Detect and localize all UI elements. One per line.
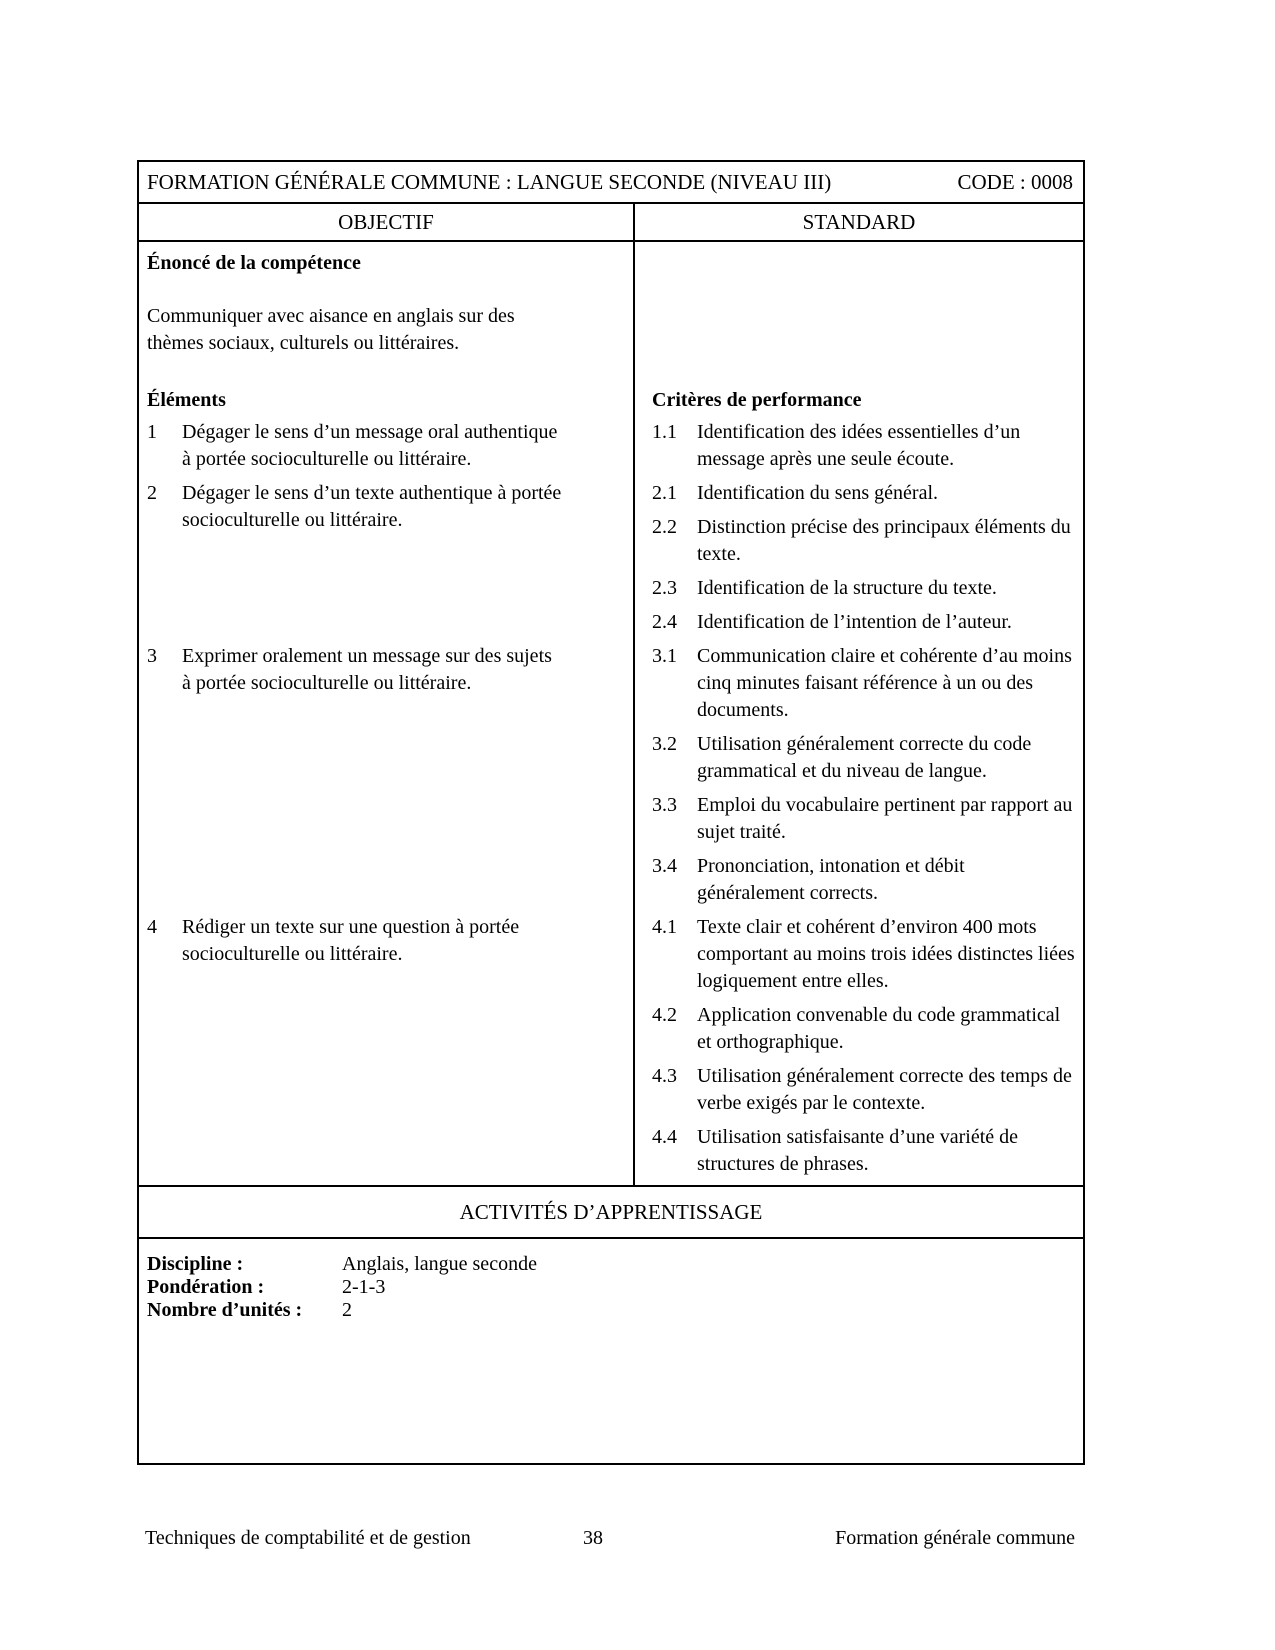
footer-section-name: Formation générale commune bbox=[835, 1527, 1075, 1549]
criterion-row bbox=[652, 575, 1077, 602]
activities-heading: ACTIVITÉS D’APPRENTISSAGE bbox=[459, 1199, 763, 1224]
criterion-text: Identification du sens général. bbox=[697, 482, 939, 504]
criterion-text: Emploi du vocabulaire pertinent par rapport au sujet traité. bbox=[697, 794, 1073, 843]
criterion-row bbox=[652, 792, 1077, 846]
criterion-row bbox=[652, 609, 1077, 636]
criterion-number: 2.3 bbox=[652, 577, 677, 599]
element-text: Dégager le sens d’un texte authentique à portée socioculturelle ou littéraire. bbox=[182, 482, 562, 531]
criterion-row bbox=[652, 480, 1077, 507]
activities-heading-row bbox=[139, 1187, 1083, 1239]
info-field bbox=[147, 1299, 1073, 1322]
ponderation-label: Pondération : bbox=[147, 1276, 265, 1298]
criteres-heading: Critères de performance bbox=[633, 387, 1083, 419]
criterion-text: Communication claire et cohérente d’au moins cinq minutes faisant référence à un ou des documents. bbox=[697, 645, 1072, 721]
criterion-number: 2.1 bbox=[652, 482, 677, 504]
element-row bbox=[139, 643, 633, 914]
discipline-value: Anglais, langue seconde bbox=[342, 1253, 537, 1275]
element-text: Exprimer oralement un message sur des sujets à portée socioculturelle ou littéraire. bbox=[182, 645, 552, 694]
standard-empty-cell bbox=[633, 242, 1083, 387]
element-row bbox=[139, 914, 633, 1185]
footer-program-name: Techniques de comptabilité et de gestion bbox=[145, 1527, 471, 1549]
discipline-info-block bbox=[139, 1239, 1083, 1463]
table-title-row bbox=[139, 162, 1083, 204]
criterion-number: 4.2 bbox=[652, 1004, 677, 1026]
info-field bbox=[147, 1253, 1073, 1276]
table-code: CODE : 0008 bbox=[957, 169, 1073, 194]
unites-label: Nombre d’unités : bbox=[147, 1299, 303, 1321]
enonce-text: Communiquer avec aisance en anglais sur des thèmes sociaux, culturels ou littéraires. bbox=[147, 305, 515, 354]
criterion-number: 3.1 bbox=[652, 645, 677, 667]
criterion-row bbox=[652, 853, 1077, 907]
criterion-number: 4.4 bbox=[652, 1126, 677, 1148]
criteria-group bbox=[633, 419, 1083, 480]
element-number: 2 bbox=[147, 482, 157, 504]
enonce-heading: Énoncé de la compétence bbox=[147, 252, 361, 274]
criterion-text: Identification de l’intention de l’auteur. bbox=[697, 611, 1012, 633]
criterion-number: 3.3 bbox=[652, 794, 677, 816]
criterion-row bbox=[652, 643, 1077, 724]
criterion-number: 4.1 bbox=[652, 916, 677, 938]
criterion-row bbox=[652, 1063, 1077, 1117]
criterion-number: 2.4 bbox=[652, 611, 677, 633]
criterion-row bbox=[652, 1124, 1077, 1178]
criterion-row bbox=[652, 731, 1077, 785]
standard-column-header: STANDARD bbox=[633, 204, 1083, 240]
element-text: Dégager le sens d’un message oral authentique à portée socioculturelle ou littéraire. bbox=[182, 421, 558, 470]
criterion-row bbox=[652, 419, 1077, 473]
criterion-text: Identification des idées essentielles d’un message après une seule écoute. bbox=[697, 421, 1021, 470]
objectif-column-header: OBJECTIF bbox=[338, 209, 434, 234]
element-number: 4 bbox=[147, 916, 157, 938]
criterion-text: Application convenable du code grammatical et orthographique. bbox=[697, 1004, 1061, 1053]
criterion-number: 1.1 bbox=[652, 421, 677, 443]
footer-page-number: 38 bbox=[583, 1527, 603, 1549]
criterion-number: 3.4 bbox=[652, 855, 677, 877]
criterion-number: 2.2 bbox=[652, 516, 677, 538]
criterion-text: Identification de la structure du texte. bbox=[697, 577, 997, 599]
criterion-text: Utilisation satisfaisante d’une variété de structures de phrases. bbox=[697, 1126, 1019, 1175]
criterion-text: Utilisation généralement correcte du code grammatical et du niveau de langue. bbox=[697, 733, 1032, 782]
elements-heading: Éléments bbox=[147, 389, 226, 411]
criterion-number: 3.2 bbox=[652, 733, 677, 755]
criterion-text: Texte clair et cohérent d’environ 400 mots comportant au moins trois idées distinctes liées logiquement entre elles. bbox=[697, 916, 1075, 992]
element-number: 3 bbox=[147, 645, 157, 667]
table-title: FORMATION GÉNÉRALE COMMUNE : LANGUE SECONDE (NIVEAU III) bbox=[147, 169, 832, 194]
criterion-text: Utilisation généralement correcte des temps de verbe exigés par le contexte. bbox=[697, 1065, 1072, 1114]
enonce-cell bbox=[139, 242, 633, 387]
criteria-group bbox=[633, 480, 1083, 643]
element-row bbox=[139, 419, 633, 480]
criterion-row bbox=[652, 514, 1077, 568]
criterion-number: 4.3 bbox=[652, 1065, 677, 1087]
table-body bbox=[139, 242, 1083, 1187]
info-field bbox=[147, 1276, 1073, 1299]
competency-table bbox=[137, 160, 1085, 1465]
criterion-row bbox=[652, 1002, 1077, 1056]
element-row bbox=[139, 480, 633, 643]
page-footer bbox=[137, 1527, 1085, 1557]
criteria-group bbox=[633, 643, 1083, 914]
element-text: Rédiger un texte sur une question à portée socioculturelle ou littéraire. bbox=[182, 916, 520, 965]
unites-value: 2 bbox=[342, 1299, 352, 1321]
criterion-text: Distinction précise des principaux éléments du texte. bbox=[697, 516, 1071, 565]
ponderation-value: 2-1-3 bbox=[342, 1276, 386, 1298]
element-number: 1 bbox=[147, 421, 157, 443]
column-header-row bbox=[139, 204, 1083, 242]
criterion-row bbox=[652, 914, 1077, 995]
discipline-label: Discipline : bbox=[147, 1253, 244, 1275]
criteria-group bbox=[633, 914, 1083, 1185]
criterion-text: Prononciation, intonation et débit généralement corrects. bbox=[697, 855, 965, 904]
